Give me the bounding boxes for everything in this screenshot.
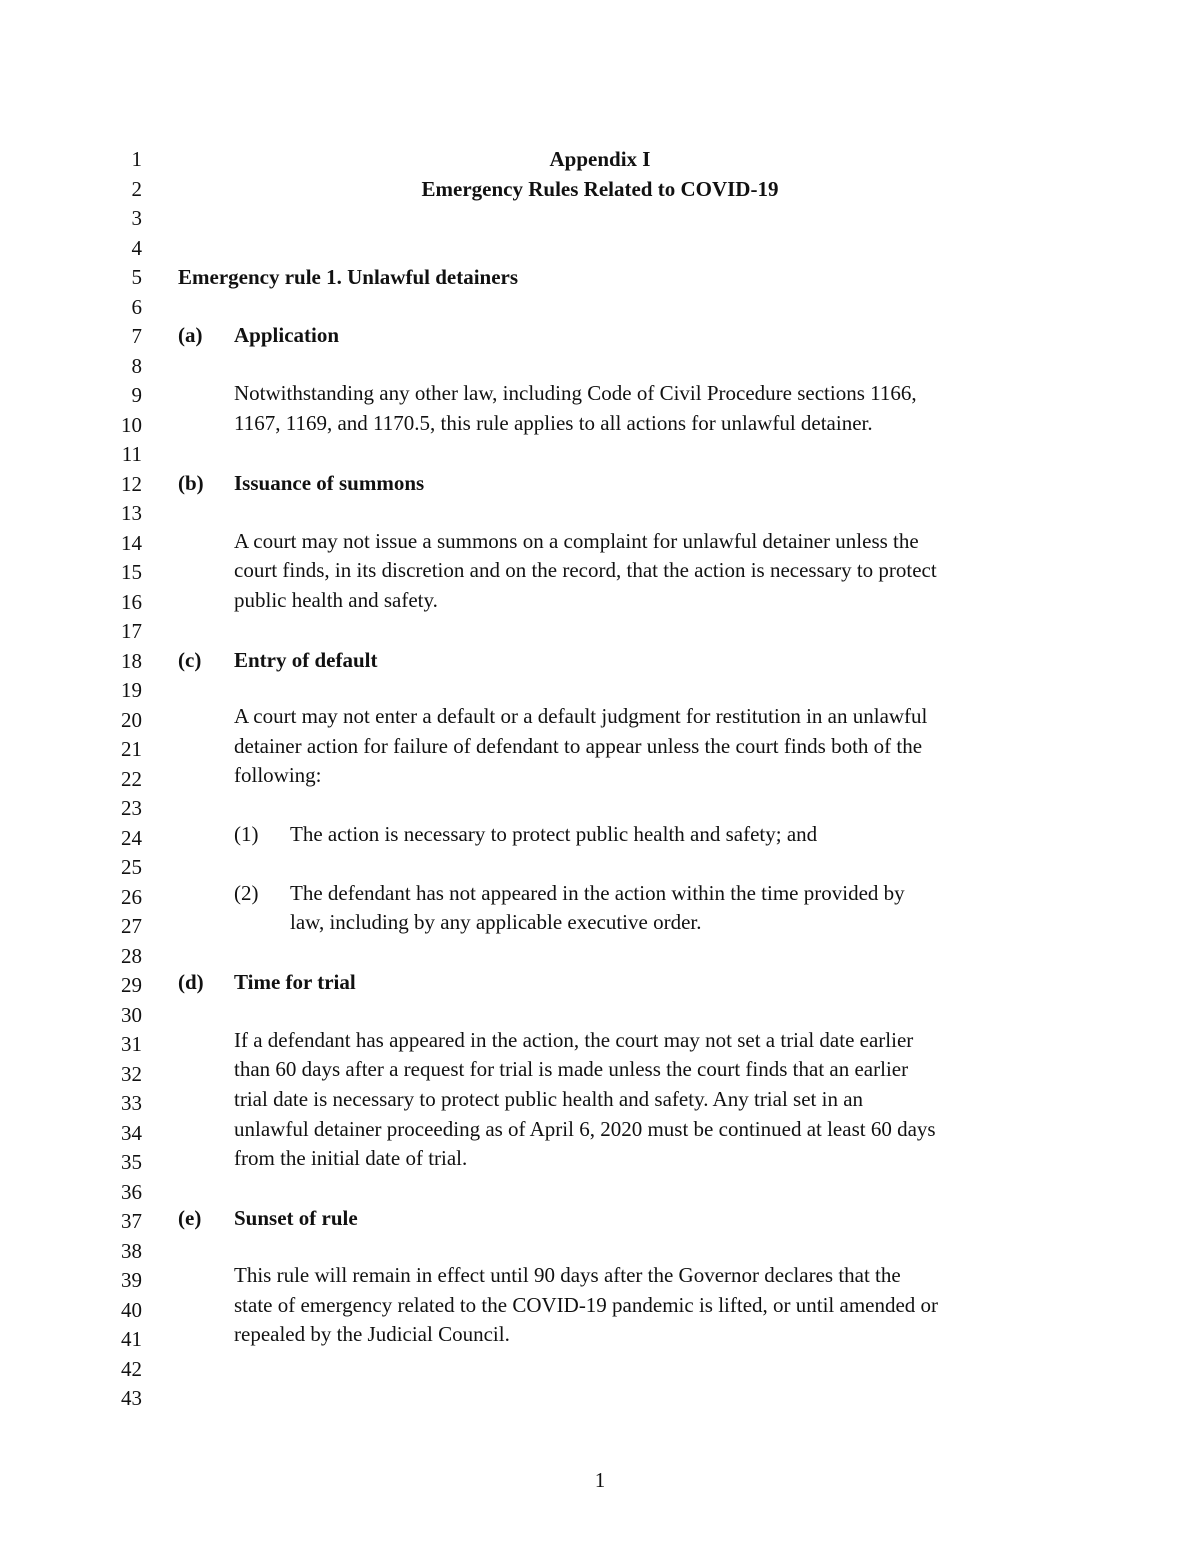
line-number: 32 bbox=[121, 1062, 142, 1086]
line-number: 31 bbox=[121, 1032, 142, 1056]
section-b-heading: Issuance of summons bbox=[234, 471, 425, 495]
line-number: 41 bbox=[121, 1327, 142, 1351]
section-a-marker: (a) bbox=[178, 323, 203, 347]
section-e-line: This rule will remain in effect until 90 days after the Governor declares that the bbox=[234, 1263, 901, 1287]
line-number: 37 bbox=[121, 1209, 142, 1233]
page-number: 1 bbox=[594, 1468, 606, 1492]
section-c-item-2-line: The defendant has not appeared in the action within the time provided by bbox=[290, 881, 905, 905]
line-number: 18 bbox=[121, 649, 142, 673]
document-title: Appendix I bbox=[549, 147, 651, 171]
line-number: 3 bbox=[131, 206, 142, 230]
section-c-line: detainer action for failure of defendant to appear unless the court finds both of the bbox=[234, 734, 923, 758]
section-c-heading: Entry of default bbox=[234, 648, 378, 672]
line-number: 4 bbox=[131, 236, 142, 260]
line-number: 34 bbox=[121, 1121, 142, 1145]
line-number: 43 bbox=[121, 1386, 142, 1410]
line-number: 9 bbox=[131, 383, 142, 407]
line-number: 8 bbox=[131, 354, 142, 378]
line-number: 15 bbox=[121, 560, 142, 584]
line-number: 19 bbox=[121, 678, 142, 702]
line-number: 35 bbox=[121, 1150, 142, 1174]
section-b-line: court finds, in its discretion and on the record, that the action is necessary to protect bbox=[234, 558, 937, 582]
line-number: 20 bbox=[121, 708, 142, 732]
line-number: 12 bbox=[121, 472, 142, 496]
section-e-line: repealed by the Judicial Council. bbox=[234, 1322, 510, 1346]
line-number: 10 bbox=[121, 413, 142, 437]
section-d-marker: (d) bbox=[178, 970, 204, 994]
section-d-heading: Time for trial bbox=[234, 970, 356, 994]
line-number: 36 bbox=[121, 1180, 142, 1204]
line-number: 23 bbox=[121, 796, 142, 820]
line-number: 39 bbox=[121, 1268, 142, 1292]
line-number: 29 bbox=[121, 973, 142, 997]
section-e-heading: Sunset of rule bbox=[234, 1206, 358, 1230]
document-subtitle: Emergency Rules Related to COVID-19 bbox=[421, 177, 779, 201]
line-number: 33 bbox=[121, 1091, 142, 1115]
section-b-line: public health and safety. bbox=[234, 588, 438, 612]
line-number: 42 bbox=[121, 1357, 142, 1381]
section-a-line: Notwithstanding any other law, including Code of Civil Procedure sections 1166, bbox=[234, 381, 917, 405]
section-c-item-2-marker: (2) bbox=[234, 881, 259, 905]
section-d-line: unlawful detainer proceeding as of April 6, 2020 must be continued at least 60 days bbox=[234, 1117, 936, 1141]
line-number: 16 bbox=[121, 590, 142, 614]
line-number: 1 bbox=[131, 147, 142, 171]
line-number: 11 bbox=[121, 442, 142, 466]
section-c-item-1-marker: (1) bbox=[234, 822, 259, 846]
section-e-line: state of emergency related to the COVID-19 pandemic is lifted, or until amended or bbox=[234, 1293, 939, 1317]
line-number: 13 bbox=[121, 501, 142, 525]
section-c-line: A court may not enter a default or a default judgment for restitution in an unlawful bbox=[234, 704, 928, 728]
line-number: 2 bbox=[131, 177, 142, 201]
line-number: 26 bbox=[121, 885, 142, 909]
line-number: 21 bbox=[121, 737, 142, 761]
section-b-marker: (b) bbox=[178, 471, 204, 495]
section-c-item-2-line: law, including by any applicable executive order. bbox=[290, 910, 702, 934]
line-number: 6 bbox=[131, 295, 142, 319]
line-number: 22 bbox=[121, 767, 142, 791]
line-number: 14 bbox=[121, 531, 142, 555]
line-number: 5 bbox=[131, 265, 142, 289]
section-a-heading: Application bbox=[234, 323, 340, 347]
section-d-line: than 60 days after a request for trial is made unless the court finds that an earlier bbox=[234, 1057, 909, 1081]
line-number: 7 bbox=[131, 324, 142, 348]
section-e-marker: (e) bbox=[178, 1206, 202, 1230]
line-number: 17 bbox=[121, 619, 142, 643]
line-number: 38 bbox=[121, 1239, 142, 1263]
section-d-line: If a defendant has appeared in the action, the court may not set a trial date earlier bbox=[234, 1028, 914, 1052]
section-d-line: from the initial date of trial. bbox=[234, 1146, 468, 1170]
section-d-line: trial date is necessary to protect public health and safety. Any trial set in an bbox=[234, 1087, 864, 1111]
line-number: 30 bbox=[121, 1003, 142, 1027]
section-a-line: 1167, 1169, and 1170.5, this rule applies to all actions for unlawful detainer. bbox=[234, 411, 873, 435]
line-number: 25 bbox=[121, 855, 142, 879]
rule-heading: Emergency rule 1. Unlawful detainers bbox=[178, 265, 519, 289]
section-c-item-1-line: The action is necessary to protect public health and safety; and bbox=[290, 822, 818, 846]
line-number: 40 bbox=[121, 1298, 142, 1322]
section-b-line: A court may not issue a summons on a complaint for unlawful detainer unless the bbox=[234, 529, 919, 553]
section-c-marker: (c) bbox=[178, 648, 202, 672]
section-c-line: following: bbox=[234, 763, 322, 787]
line-number: 28 bbox=[121, 944, 142, 968]
line-number: 24 bbox=[121, 826, 142, 850]
line-number: 27 bbox=[121, 914, 142, 938]
